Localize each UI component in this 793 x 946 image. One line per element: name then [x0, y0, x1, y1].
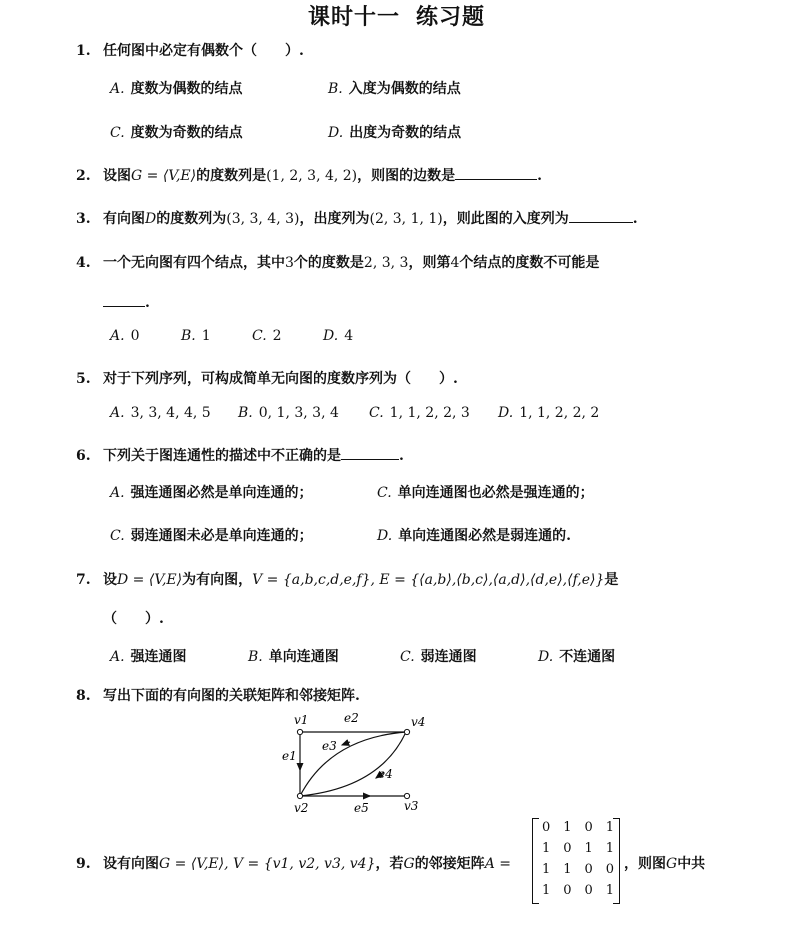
q6-option-c2: C. 弱连通图未必是单向连通的；: [110, 528, 313, 544]
answer-blank[interactable]: [103, 294, 145, 307]
vertex-v1: [297, 729, 302, 734]
label-e4: e4: [378, 767, 393, 781]
question-text: 任何图中必定有偶数个（ ）.: [103, 43, 304, 59]
q7-option-b: B. 单向连通图: [248, 649, 339, 665]
title-main: 课时十一: [307, 4, 400, 30]
q5-option-b: B. 0, 1, 3, 3, 4: [238, 405, 339, 421]
edge-e3: [300, 732, 406, 796]
q4-option-d: D. 4: [323, 328, 354, 344]
q7-option-d: D. 不连通图: [538, 649, 616, 665]
question-4: 4. 一个无向图有四个结点，其中3个的度数是2, 3, 3，则第4个结点的度数不可能是: [76, 255, 600, 271]
label-v2: v2: [294, 801, 309, 815]
vertex-v4: [404, 729, 409, 734]
question-3: 3. 有向图D的度数列为(3, 3, 4, 3)，出度列为(2, 3, 1, 1)，则此图的入度列为 .: [76, 211, 638, 227]
label-e1: e1: [282, 749, 297, 763]
q5-option-a: A. 3, 3, 4, 4, 5: [110, 405, 211, 421]
answer-blank[interactable]: [341, 447, 399, 460]
q7-paren: （ ）.: [103, 611, 164, 627]
vertex-v3: [404, 793, 409, 798]
question-9-continued: ，则图G中共: [624, 856, 706, 872]
label-v4: v4: [411, 715, 426, 729]
q5-option-d: D. 1, 1, 2, 2, 2: [498, 405, 600, 421]
label-e5: e5: [354, 801, 369, 815]
answer-blank[interactable]: [569, 210, 633, 223]
directed-graph-figure: [270, 708, 440, 820]
q1-option-c: C. 度数为奇数的结点: [110, 125, 243, 141]
question-6: 6. 下列关于图连通性的描述中不正确的是 .: [76, 448, 404, 464]
title-sub: 练习题: [416, 4, 486, 30]
q5-option-c: C. 1, 1, 2, 2, 3: [369, 405, 470, 421]
label-e3: e3: [322, 739, 337, 753]
q4-option-a: A. 0: [110, 328, 140, 344]
page-title: [0, 0, 793, 31]
question-7: 7. 设D = ⟨V,E⟩为有向图，V = {a,b,c,d,e,f}, E = {⟨a,b⟩,⟨b,c⟩,⟨a,d⟩,⟨d,e⟩,⟨f,e⟩}是: [76, 572, 619, 588]
q4-option-c: C. 2: [252, 328, 282, 344]
answer-blank[interactable]: [455, 167, 537, 180]
question-2: 2. 设图G = ⟨V,E⟩的度数列是(1, 2, 3, 4, 2)，则图的边数是 .: [76, 168, 543, 184]
q4-blank-line: .: [103, 294, 150, 311]
q4-option-b: B. 1: [181, 328, 211, 344]
adjacency-matrix: 0 1 0 1 1 0 1 1 1 1 0 0 1 0 0 1: [530, 818, 622, 904]
q1-option-a: A. 度数为偶数的结点: [110, 81, 243, 97]
q7-option-a: A. 强连通图: [110, 649, 187, 665]
q7-option-c: C. 弱连通图: [400, 649, 477, 665]
q1-option-d: D. 出度为奇数的结点: [328, 125, 462, 141]
question-9: 9. 设有向图G = ⟨V,E⟩, V = {v1, v2, v3, v4}，若G的邻接矩阵A =: [76, 856, 511, 872]
q6-option-c1: C. 单向连通图也必然是强连通的；: [377, 485, 594, 501]
question-number: 1.: [76, 43, 91, 59]
edge-e4: [300, 732, 406, 796]
question-5: 5. 对于下列序列，可构成简单无向图的度数序列为（ ）.: [76, 371, 458, 387]
question-8: 8. 写出下面的有向图的关联矩阵和邻接矩阵.: [76, 688, 360, 704]
label-v1: v1: [294, 713, 309, 727]
q1-option-b: B. 入度为偶数的结点: [328, 81, 461, 97]
q6-option-d: D. 单向连通图必然是弱连通的.: [377, 528, 572, 544]
question-1: [76, 40, 304, 60]
vertex-v2: [297, 793, 302, 798]
label-v3: v3: [404, 799, 419, 813]
q6-option-a: A. 强连通图必然是单向连通的；: [110, 485, 313, 501]
label-e2: e2: [344, 711, 359, 725]
